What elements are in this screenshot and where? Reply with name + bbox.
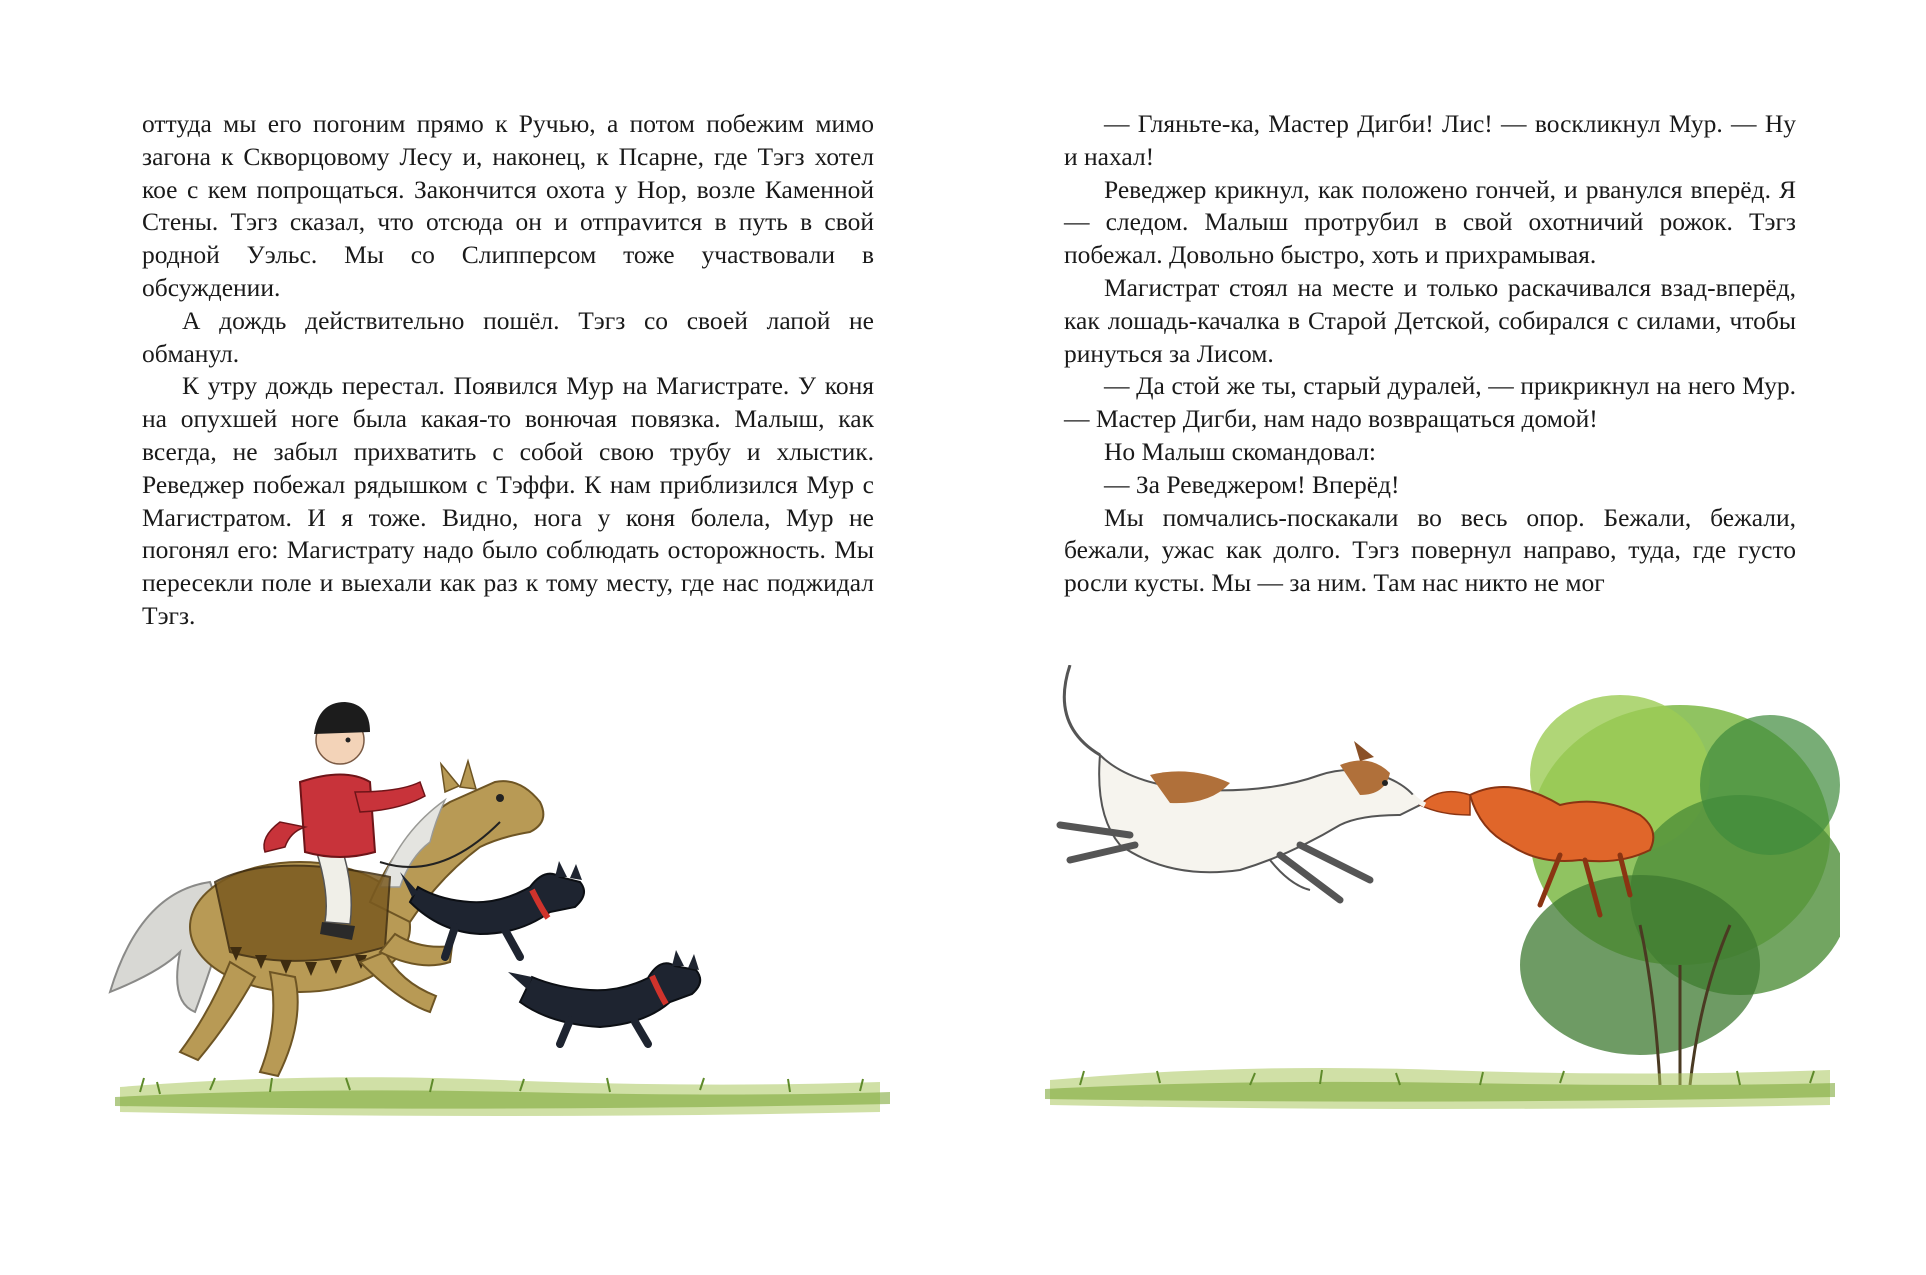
paragraph: — За Реведжером! Вперёд!	[1104, 469, 1400, 499]
foxhound	[1060, 665, 1420, 900]
paragraph: Мы помчались-поскакали во весь опор. Бежали, бежали, бежали, ужас как долго. Тэгз повернул направо, туда, где густо росли кусты. Мы — за ним. Там нас никто не мог	[1064, 502, 1796, 598]
scottish-terrier	[508, 950, 700, 1044]
paragraph: — Гляньте-ка, Мастер Дигби! Лис! — воскликнул Мур. — Ну и нахал!	[1064, 109, 1796, 171]
grass-strip	[115, 1077, 890, 1116]
right-page-text	[1064, 108, 1796, 600]
illustration-rider-and-terriers	[100, 672, 900, 1132]
paragraph: Магистрат стоял на месте и только раскачивался взад-вперёд, как лошадь-качалка в Старой Детской, собирался с силами, чтобы ринуться за Лисом.	[1064, 272, 1796, 368]
bush	[1520, 695, 1840, 1085]
paragraph: Реведжер крикнул, как положено гончей, и рванулся вперёд. Я — следом. Малыш протрубил в свой охотничий рожок. Тэгз побежал. Довольно быстро, хоть и прихрамывая.	[1064, 174, 1796, 270]
paragraph: Но Малыш скомандовал:	[1104, 436, 1377, 466]
grass-strip	[1045, 1068, 1835, 1109]
paragraph: оттуда мы его погоним прямо к Ручью, а потом побежим мимо загона к Скворцовому Лесу и, наконец, к Псарне, где Тэгз хотел кое с кем попрощаться. Закончится охота у Нор, возле Каменной Стены. Тэгз сказал, что отсюда он и отпраvится в путь в свой родной Уэльс. Мы со Слипперсом тоже участвовали в обсуждении.	[142, 109, 874, 302]
paragraph: К утру дождь перестал. Появился Мур на Магистрате. У коня на опухшей ноге была какая-то вонючая повязка. Малыш, как всегда, не забыл прихватить с собой свою трубу и хлыстик. Реведжер побежал рядышком с Тэффи. К нам приблизился Мур с Магистратом. И я тоже. Видно, нога у коня болела, Мур не погонял его: Магистрату надо было соблюдать осторожность. Мы пересекли поле и выехали как раз к тому месту, где нас поджидал Тэгз.	[142, 371, 874, 630]
illustration-hound-and-fox	[1040, 665, 1840, 1127]
left-page-text	[142, 108, 874, 633]
paragraph: — Да стой же ты, старый дуралей, — прикрикнул на него Мур. — Мастер Дигби, нам надо возвращаться домой!	[1064, 371, 1796, 434]
paragraph: А дождь действительно пошёл. Тэгз со своей лапой не обманул.	[142, 305, 874, 368]
